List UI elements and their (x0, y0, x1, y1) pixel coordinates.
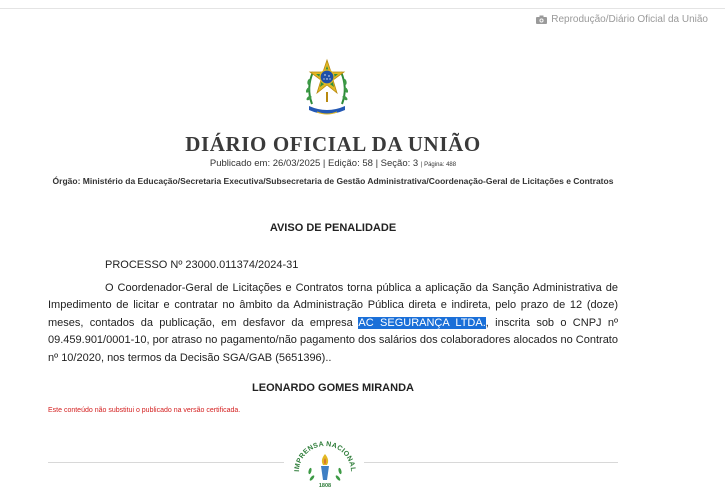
imprensa-nacional-seal-icon (290, 436, 360, 489)
footer-divider-left (48, 462, 284, 463)
notice-body (48, 280, 618, 367)
notice-heading: AVISO DE PENALIDADE (269, 222, 397, 234)
certification-disclaimer: Este conteúdo não substitui o publicado na versão certificada. (48, 407, 241, 414)
document-title: DIÁRIO OFICIAL DA UNIÃO (185, 132, 481, 156)
photo-credit-text: Reprodução/Diário Oficial da União (551, 14, 708, 25)
body-text-end: , inscrita sob o CNPJ nº 09.459.901/0001-10, por atraso no pagamento/não pagamento dos salários dos colaboradores alocados no Contrato nº 10/2020, nos termos da Decisão SGA/GAB (5651396).. (48, 316, 618, 364)
seal-year: 1808 (318, 483, 332, 489)
issuing-agency: Órgão: Ministério da Educação/Secretaria Executiva/Subsecretaria de Gestão Administrativa/Coordenação-Geral de Licitações e Contratos (52, 176, 614, 186)
body-text-start: O Coordenador-Geral de Licitações e Contratos torna pública a aplicação da Sanção Administrativa de Impedimento de licitar e contratar no âmbito da Administração Pública direta e indireta, pelo prazo de 12 (doze) meses, contados da publicação, em desfavor da empresa (48, 282, 618, 329)
footer-divider-right (364, 462, 618, 463)
photo-credit (536, 14, 708, 25)
top-divider (0, 8, 725, 9)
publication-info (48, 158, 618, 169)
seal-text: IMPRENSA NACIONAL (293, 440, 357, 473)
selected-company-name[interactable]: AC SEGURANÇA LTDA. (358, 316, 486, 329)
page-number: Página: 488 (424, 162, 457, 168)
camera-icon (536, 15, 547, 24)
signer-name: LEONARDO GOMES MIRANDA (252, 382, 414, 394)
publication-details: Publicado em: 26/03/2025 | Edição: 58 | Seção: 3 (209, 158, 419, 169)
brazil-coat-of-arms-icon (303, 58, 351, 120)
publication-page: | Página: 488 (420, 162, 457, 168)
process-number: PROCESSO Nº 23000.011374/2024-31 (105, 259, 299, 271)
